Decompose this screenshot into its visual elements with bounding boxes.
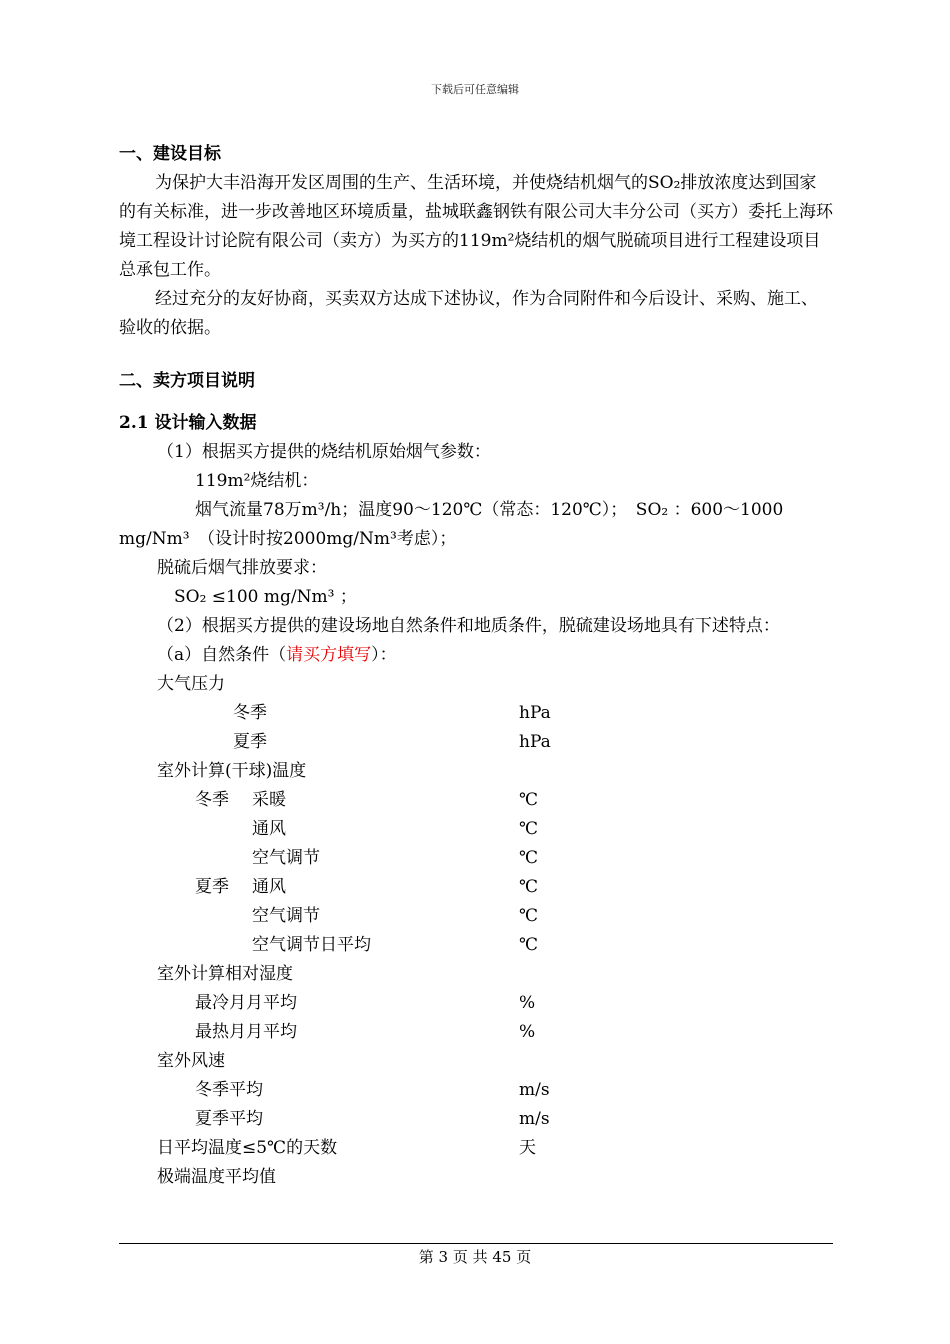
condition-row: 日平均温度≤5℃的天数 天 — [157, 1138, 536, 1158]
section-1-paragraph-1: 为保护大丰沿海开发区周围的生产、生活环境，并使烧结机烟气的SO₂排放浓度达到国家的有关标准，进一步改善地区环境质量，盐城联鑫钢铁有限公司大丰分公司（买方）委托上海环境工程设计讨论院有限公司（卖方）为买方的119m²烧结机的烟气脱硫项目进行工程建设项目总承包工作。 — [119, 173, 833, 280]
page-header: 下载后可任意编辑 — [431, 83, 519, 96]
emission-requirement-label: 脱硫后烟气排放要求： — [157, 558, 327, 578]
subsection-2-1-title: 2.1 设计输入数据 — [119, 413, 257, 433]
item-a: （a）自然条件（请买方填写）： — [157, 645, 397, 665]
condition-row: 室外风速 — [157, 1051, 225, 1071]
condition-row: 空气调节日平均 ℃ — [252, 935, 539, 955]
condition-row: 冬季 hPa — [233, 703, 551, 723]
condition-row: 通风 ℃ — [252, 819, 539, 839]
condition-row: 冬季平均 m/s — [195, 1080, 550, 1100]
condition-row: 室外计算相对湿度 — [157, 964, 293, 984]
item-2: （2）根据买方提供的建设场地自然条件和地质条件，脱硫建设场地具有下述特点： — [157, 616, 780, 636]
footer-divider — [119, 1243, 833, 1244]
condition-row: 夏季 通风 ℃ — [195, 877, 539, 897]
condition-row: 空气调节 ℃ — [252, 906, 539, 926]
condition-row: 夏季 hPa — [233, 732, 551, 752]
condition-row: 大气压力 — [157, 674, 225, 694]
sinter-machine-label: 119m²烧结机： — [195, 471, 319, 491]
item-1: （1）根据买方提供的烧结机原始烟气参数： — [157, 442, 491, 462]
section-1-title: 一、建设目标 — [119, 144, 221, 164]
condition-row: 空气调节 ℃ — [252, 848, 539, 868]
flue-gas-parameters: 烟气流量78万m³/h；温度90～120℃（常态：120℃）； SO₂ ：600～1000 mg/Nm³ （设计时按2000mg/Nm³考虑）； — [119, 500, 784, 549]
section-2-title: 二、卖方项目说明 — [119, 371, 255, 391]
condition-row: 极端温度平均值 — [157, 1167, 276, 1187]
condition-row: 最热月月平均 % — [195, 1022, 536, 1042]
fill-in-note: 请买方填写 — [286, 645, 372, 665]
spacer — [119, 396, 833, 409]
page-footer: 第 3 页 共 45 页 — [418, 1248, 532, 1266]
spacer — [119, 343, 833, 367]
section-1-paragraph-2: 经过充分的友好协商，买卖双方达成下述协议，作为合同附件和今后设计、采购、施工、验收的依据。 — [119, 289, 818, 338]
condition-row: 夏季平均 m/s — [195, 1109, 550, 1129]
condition-row: 冬季 采暖 ℃ — [195, 790, 539, 810]
condition-row: 最冷月月平均 % — [195, 993, 536, 1013]
condition-row: 室外计算(干球)温度 — [157, 761, 307, 781]
document-body — [119, 140, 833, 1192]
emission-requirement-value: SO₂ ≤100 mg/Nm³ ； — [174, 587, 357, 607]
